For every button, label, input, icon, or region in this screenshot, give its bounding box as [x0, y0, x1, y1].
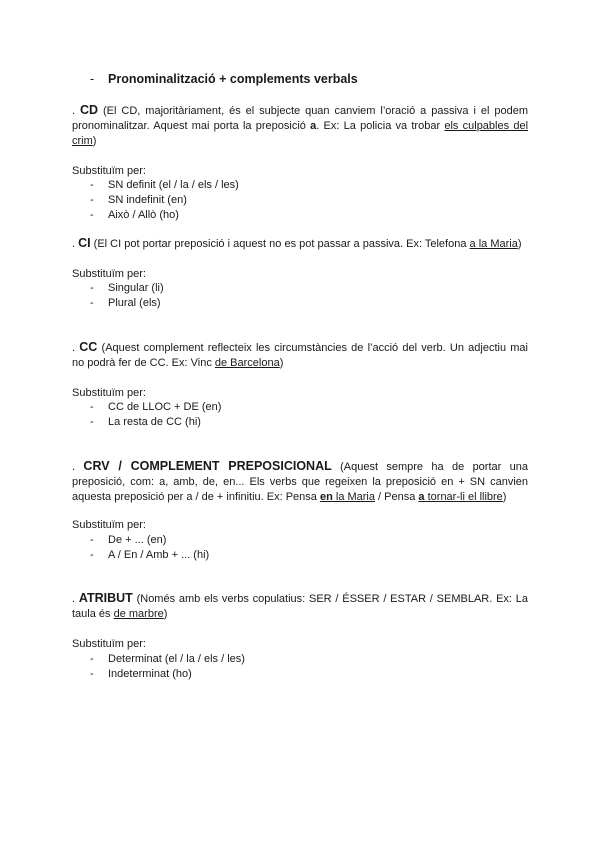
atribut-lead: .: [72, 593, 76, 605]
atribut-list: [90, 652, 245, 682]
list-dash: -: [90, 179, 94, 191]
crv-label: CRV / COMPLEMENT PREPOSICIONAL: [83, 459, 332, 473]
atribut-text-1: (Només amb els verbs copulatius: SER / ÉSSER / ESTAR / SEMBLAR. Ex: La taula és: [72, 593, 528, 620]
list-item-text: La resta de CC (hi): [108, 416, 201, 428]
cc-lead: .: [72, 342, 76, 354]
list-dash: -: [90, 209, 94, 221]
list-item-text: Això / Allò (ho): [108, 209, 179, 221]
cd-paragraph: [72, 103, 528, 149]
cc-text-1: (Aquest complement reflecteix les circumstàncies de l’acció del verb. Un adjectiu mai no podrà fer de CC. Ex: Vinc: [72, 342, 528, 369]
section-heading: [90, 71, 358, 87]
crv-text-1: (Aquest sempre ha de portar una preposició, com: a, amb, de, en... Els verbs que regeixen la preposició en + SN canvien aquesta preposició per a / de + infinitiu. Ex: Pensa: [72, 461, 529, 503]
list-dash: -: [90, 549, 94, 561]
list-item-text: Indeterminat (ho): [108, 668, 192, 680]
list-item: [90, 548, 209, 563]
ci-text-2: ): [517, 238, 522, 250]
list-dash: -: [90, 297, 94, 309]
ci-example: a la Maria: [469, 238, 518, 250]
cd-list: [90, 178, 239, 223]
crv-paragraph: [72, 459, 528, 505]
list-item-text: Determinat (el / la / els / les): [108, 653, 245, 665]
crv-example-2-bold: a: [418, 491, 425, 503]
list-item-text: A / En / Amb + ... (hi): [108, 549, 210, 561]
crv-example-1: [320, 491, 375, 503]
cd-lead: .: [72, 105, 76, 117]
list-item: [90, 281, 164, 296]
cd-example: els culpables del crim: [72, 120, 529, 147]
list-item: [90, 667, 245, 682]
crv-example-2-rest: tornar-li el llibre: [424, 491, 503, 503]
atribut-subst-label: Substituïm per:: [72, 638, 146, 650]
ci-paragraph: [72, 236, 528, 252]
ci-text-1: (El CI pot portar preposició i aquest no es pot passar a passiva. Ex: Telefona: [90, 238, 470, 250]
list-item: [90, 652, 245, 667]
atribut-label: ATRIBUT: [78, 591, 133, 605]
list-item-text: Singular (li): [108, 282, 164, 294]
list-item: [90, 178, 239, 193]
ci-subst-label: Substituïm per:: [72, 268, 146, 280]
list-dash: -: [90, 282, 94, 294]
crv-subst-label: Substituïm per:: [72, 519, 146, 531]
crv-example-1-bold: en: [319, 491, 333, 503]
heading-text: Pronominalització + complements verbals: [108, 72, 358, 86]
list-item: [90, 533, 209, 548]
list-item: [90, 208, 239, 223]
list-item: [90, 193, 239, 208]
cc-label: CC: [79, 340, 98, 354]
crv-lead: .: [72, 461, 76, 473]
crv-example-1-rest: la Maria: [332, 491, 375, 503]
atribut-example: de marbre: [113, 608, 164, 620]
cc-text-2: ): [279, 357, 284, 369]
list-item-text: SN indefinit (en): [108, 194, 187, 206]
atribut-paragraph: [72, 591, 528, 622]
ci-label: CI: [78, 236, 91, 250]
crv-list: [90, 533, 209, 563]
list-dash: -: [90, 534, 94, 546]
heading-dash: -: [90, 72, 95, 86]
atribut-text-2: ): [163, 608, 168, 620]
list-dash: -: [90, 653, 94, 665]
cd-subst-label: Substituïm per:: [72, 165, 146, 177]
list-dash: -: [90, 668, 94, 680]
list-dash: -: [90, 401, 94, 413]
cd-text-1: (El CD, majoritàriament, és el subjecte quan canviem l’oració a passiva i el podem pronominalitzar. Aquest mai porta la preposició: [72, 105, 529, 132]
cd-text-2: . Ex: La policia va trobar: [316, 120, 445, 132]
crv-text-3: ): [502, 491, 507, 503]
crv-text-2: / Pensa: [375, 491, 419, 503]
crv-example-2: [418, 491, 502, 503]
cd-text-3: ): [92, 135, 97, 147]
cc-paragraph: [72, 340, 528, 371]
list-item-text: SN definit (el / la / els / les): [108, 179, 239, 191]
cd-bold-a: a: [310, 120, 317, 132]
list-item-text: CC de LLOC + DE (en): [108, 401, 222, 413]
list-dash: -: [90, 194, 94, 206]
cd-label: CD: [80, 103, 99, 117]
list-dash: -: [90, 416, 94, 428]
ci-list: [90, 281, 164, 311]
list-item-text: Plural (els): [108, 297, 161, 309]
list-item: [90, 296, 164, 311]
cc-subst-label: Substituïm per:: [72, 387, 146, 399]
ci-lead: .: [72, 238, 76, 250]
list-item: [90, 415, 221, 430]
list-item: [90, 400, 221, 415]
cc-example: de Barcelona: [214, 357, 280, 369]
list-item-text: De + ... (en): [108, 534, 167, 546]
cc-list: [90, 400, 221, 430]
